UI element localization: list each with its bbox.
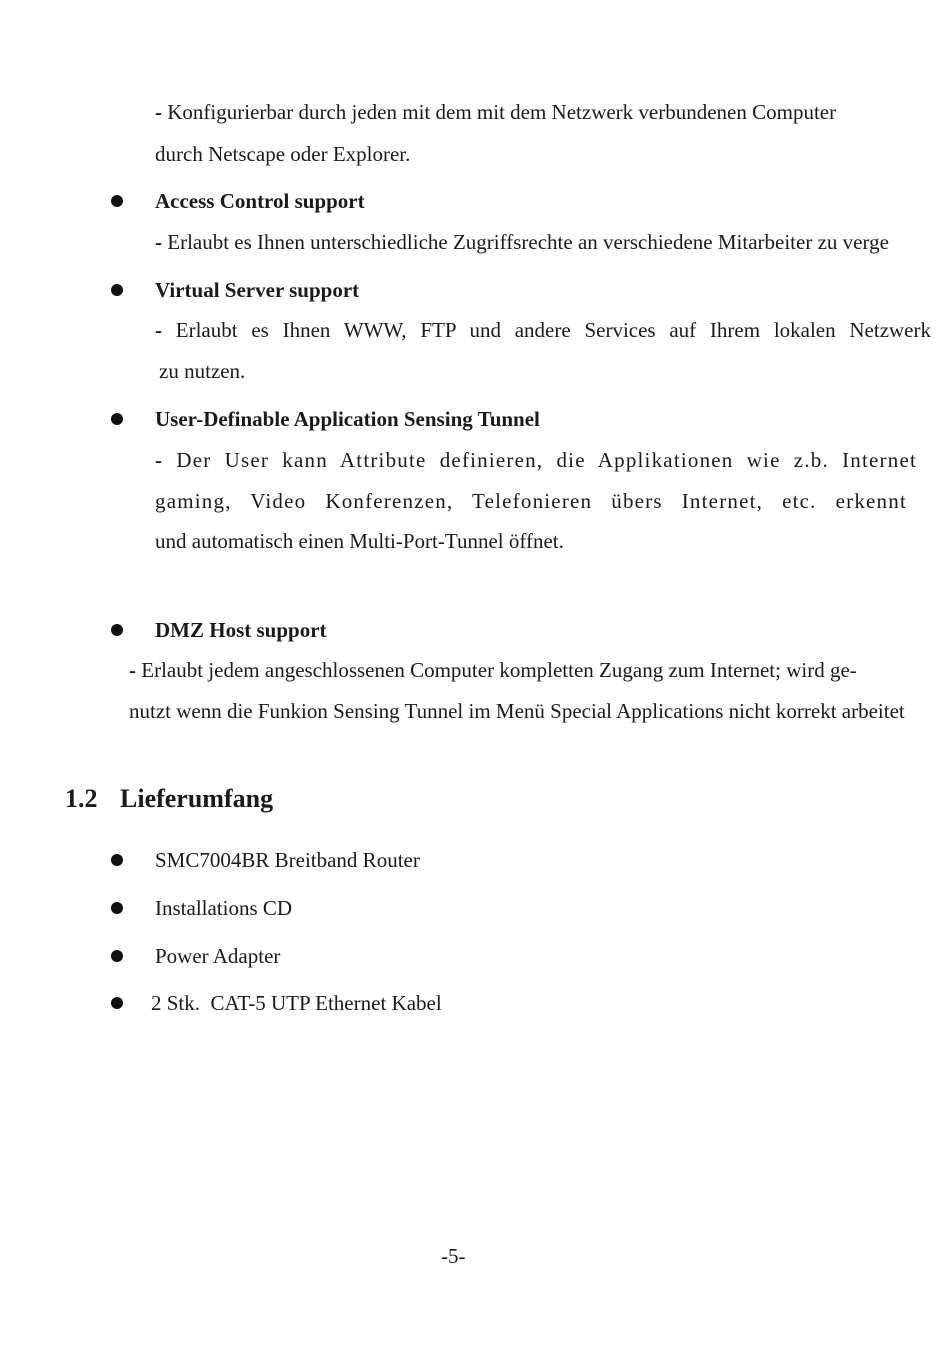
feature-desc-dmz-host-line-1 xyxy=(129,658,857,683)
intro-text-1: Konfigurierbar durch jeden mit dem mit dem Netzwerk verbundenen Computer xyxy=(167,100,837,124)
feature-desc-line: Der User kann Attribute definieren, die Applikationen wie z.b. Internet xyxy=(176,448,917,472)
feature-desc-line: Erlaubt es Ihnen WWW, FTP und andere Services auf Ihrem lokalen Netzwerk xyxy=(175,318,932,342)
feature-desc-sensing-tunnel-line-1 xyxy=(155,448,917,473)
dash-marker: - xyxy=(129,658,136,682)
bullet-icon xyxy=(111,413,123,425)
page-number: -5- xyxy=(441,1244,466,1268)
section-number: 1.2 xyxy=(65,784,98,813)
section-title: Lieferumfang xyxy=(120,784,274,813)
feature-desc-line: Erlaubt jedem angeschlossenen Computer kompletten Zugang zum Internet; wird ge- xyxy=(141,658,857,682)
feature-title-virtual-server: Virtual Server support xyxy=(155,278,360,302)
intro-line-1 xyxy=(155,100,836,125)
bullet-icon xyxy=(111,284,123,296)
feature-title-dmz-host: DMZ Host support xyxy=(155,618,327,642)
feature-desc-line: Erlaubt es Ihnen unterschiedliche Zugriffsrechte an verschiedene Mitarbeiter zu verge xyxy=(167,230,889,254)
dash-marker: - xyxy=(155,230,162,254)
contents-item: Installations CD xyxy=(155,896,293,920)
feature-desc-sensing-tunnel-line-2: gaming, Video Konferenzen, Telefonieren übers Internet, etc. erkennt xyxy=(155,489,907,513)
bullet-icon xyxy=(111,854,123,866)
bullet-icon xyxy=(111,997,123,1009)
feature-title-sensing-tunnel: User-Definable Application Sensing Tunnel xyxy=(155,407,540,431)
intro-line-2: durch Netscape oder Explorer. xyxy=(155,142,411,166)
feature-desc-virtual-server-line-2: zu nutzen. xyxy=(159,359,246,383)
bullet-icon xyxy=(111,624,123,636)
feature-desc-dmz-host-line-2: nutzt wenn die Funkion Sensing Tunnel im Menü Special Applications nicht korrekt arbeitet xyxy=(129,699,905,723)
feature-title-access-control: Access Control support xyxy=(155,189,365,213)
section-heading xyxy=(65,784,273,814)
dash-marker: - xyxy=(155,318,162,342)
dash-marker: - xyxy=(155,448,164,472)
feature-desc-virtual-server-line-1 xyxy=(155,318,931,343)
dash-marker: - xyxy=(155,100,162,124)
contents-item: Power Adapter xyxy=(155,944,281,968)
contents-item: SMC7004BR Breitband Router xyxy=(155,848,420,872)
bullet-icon xyxy=(111,902,123,914)
bullet-icon xyxy=(111,195,123,207)
feature-desc-access-control xyxy=(155,230,889,255)
feature-desc-sensing-tunnel-line-3: und automatisch einen Multi-Port-Tunnel öffnet. xyxy=(155,529,564,553)
bullet-icon xyxy=(111,950,123,962)
contents-item: 2 Stk. CAT-5 UTP Ethernet Kabel xyxy=(151,991,442,1015)
